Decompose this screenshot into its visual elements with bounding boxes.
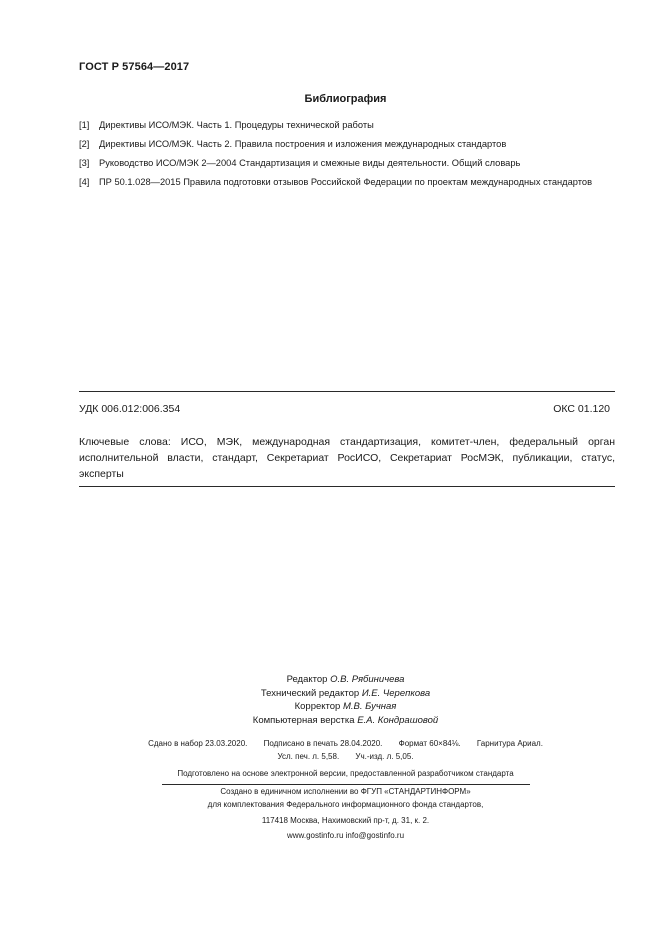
- prepared-note: Подготовлено на основе электронной версии, предоставленной разработчиком стандарта: [177, 769, 514, 778]
- signed-date: Подписано в печать 28.04.2020.: [263, 739, 383, 748]
- bibliography-list: [79, 118, 616, 194]
- credits-block: [0, 673, 661, 727]
- credit-role: Корректор: [294, 701, 341, 712]
- credit-layout: [30, 714, 661, 728]
- email-link[interactable]: info@gostinfo.ru: [345, 830, 405, 840]
- bibliography-item-text: Руководство ИСО/МЭК 2—2004 Стандартизация и смежные виды деятельности. Общий словарь: [99, 158, 521, 168]
- bibliography-item-number: [1]: [79, 120, 90, 130]
- bibliography-item-text: ПР 50.1.028—2015 Правила подготовки отзывов Российской Федерации по проектам международных стандартов: [99, 177, 593, 187]
- printed-sheets: Усл. печ. л. 5,58.: [277, 751, 340, 761]
- website-link[interactable]: www.gostinfo.ru: [286, 830, 344, 840]
- bibliography-item: [79, 137, 616, 151]
- credit-role: Редактор: [286, 674, 328, 685]
- credit-name: Е.А. Кондрашовой: [357, 714, 439, 726]
- oks-code: ОКС 01.120: [553, 403, 610, 415]
- credit-editor: [30, 673, 661, 687]
- document-code: ГОСТ Р 57564—2017: [79, 61, 190, 73]
- created-line1: Создано в единичном исполнении во ФГУП «СТАНДАРТИНФОРМ»: [220, 787, 471, 796]
- bibliography-item-text: Директивы ИСО/МЭК. Часть 2. Правила построения и изложения международных стандартов: [99, 139, 507, 149]
- print-details-line2: [30, 751, 661, 764]
- credit-name: О.В. Рябиничева: [330, 674, 405, 685]
- bibliography-item: [79, 118, 616, 132]
- divider-imprint: [162, 784, 530, 785]
- bibliography-item-number: [4]: [79, 177, 90, 187]
- bibliography-title: Библиография: [304, 93, 387, 105]
- credit-role: Компьютерная верстка: [252, 714, 355, 726]
- keywords: Ключевые слова: ИСО, МЭК, международная стандартизация, комитет-член, федеральный орган исполнительной власти, стандарт, Секретариат РосИСО, Секретариат РосМЭК, публикации, статус, эксперты: [79, 436, 615, 480]
- print-details-line1: [30, 738, 661, 751]
- publisher-block: [0, 786, 661, 842]
- credit-name: М.В. Бучная: [342, 701, 397, 712]
- credit-role: Технический редактор: [260, 687, 360, 699]
- credit-corrector: [30, 700, 661, 714]
- paper-format: Формат 60×84⅛.: [398, 739, 461, 748]
- created-line2: для комплектования Федерального информационного фонда стандартов,: [207, 799, 484, 809]
- credit-name: И.Е. Черепкова: [361, 687, 431, 699]
- publisher-address: 117418 Москва, Нахимовский пр-т, д. 31, к. 2.: [261, 816, 430, 825]
- divider-bottom: [79, 486, 615, 487]
- bibliography-item-text: Директивы ИСО/МЭК. Часть 1. Процедуры технической работы: [99, 120, 374, 130]
- bibliography-item-number: [3]: [79, 158, 90, 168]
- credit-tech-editor: [30, 687, 661, 701]
- publisher-sheets: Уч.-изд. л. 5,05.: [355, 751, 414, 761]
- divider-top: [79, 391, 615, 392]
- udk-code: УДК 006.012:006.354: [79, 403, 181, 415]
- print-details: [0, 738, 661, 763]
- bibliography-item: [79, 156, 616, 170]
- bibliography-item: [79, 175, 616, 189]
- submitted-date: Сдано в набор 23.03.2020.: [148, 739, 248, 748]
- publisher-contacts: [30, 830, 661, 843]
- bibliography-item-number: [2]: [79, 139, 90, 149]
- typeface: Гарнитура Ариал.: [476, 739, 543, 748]
